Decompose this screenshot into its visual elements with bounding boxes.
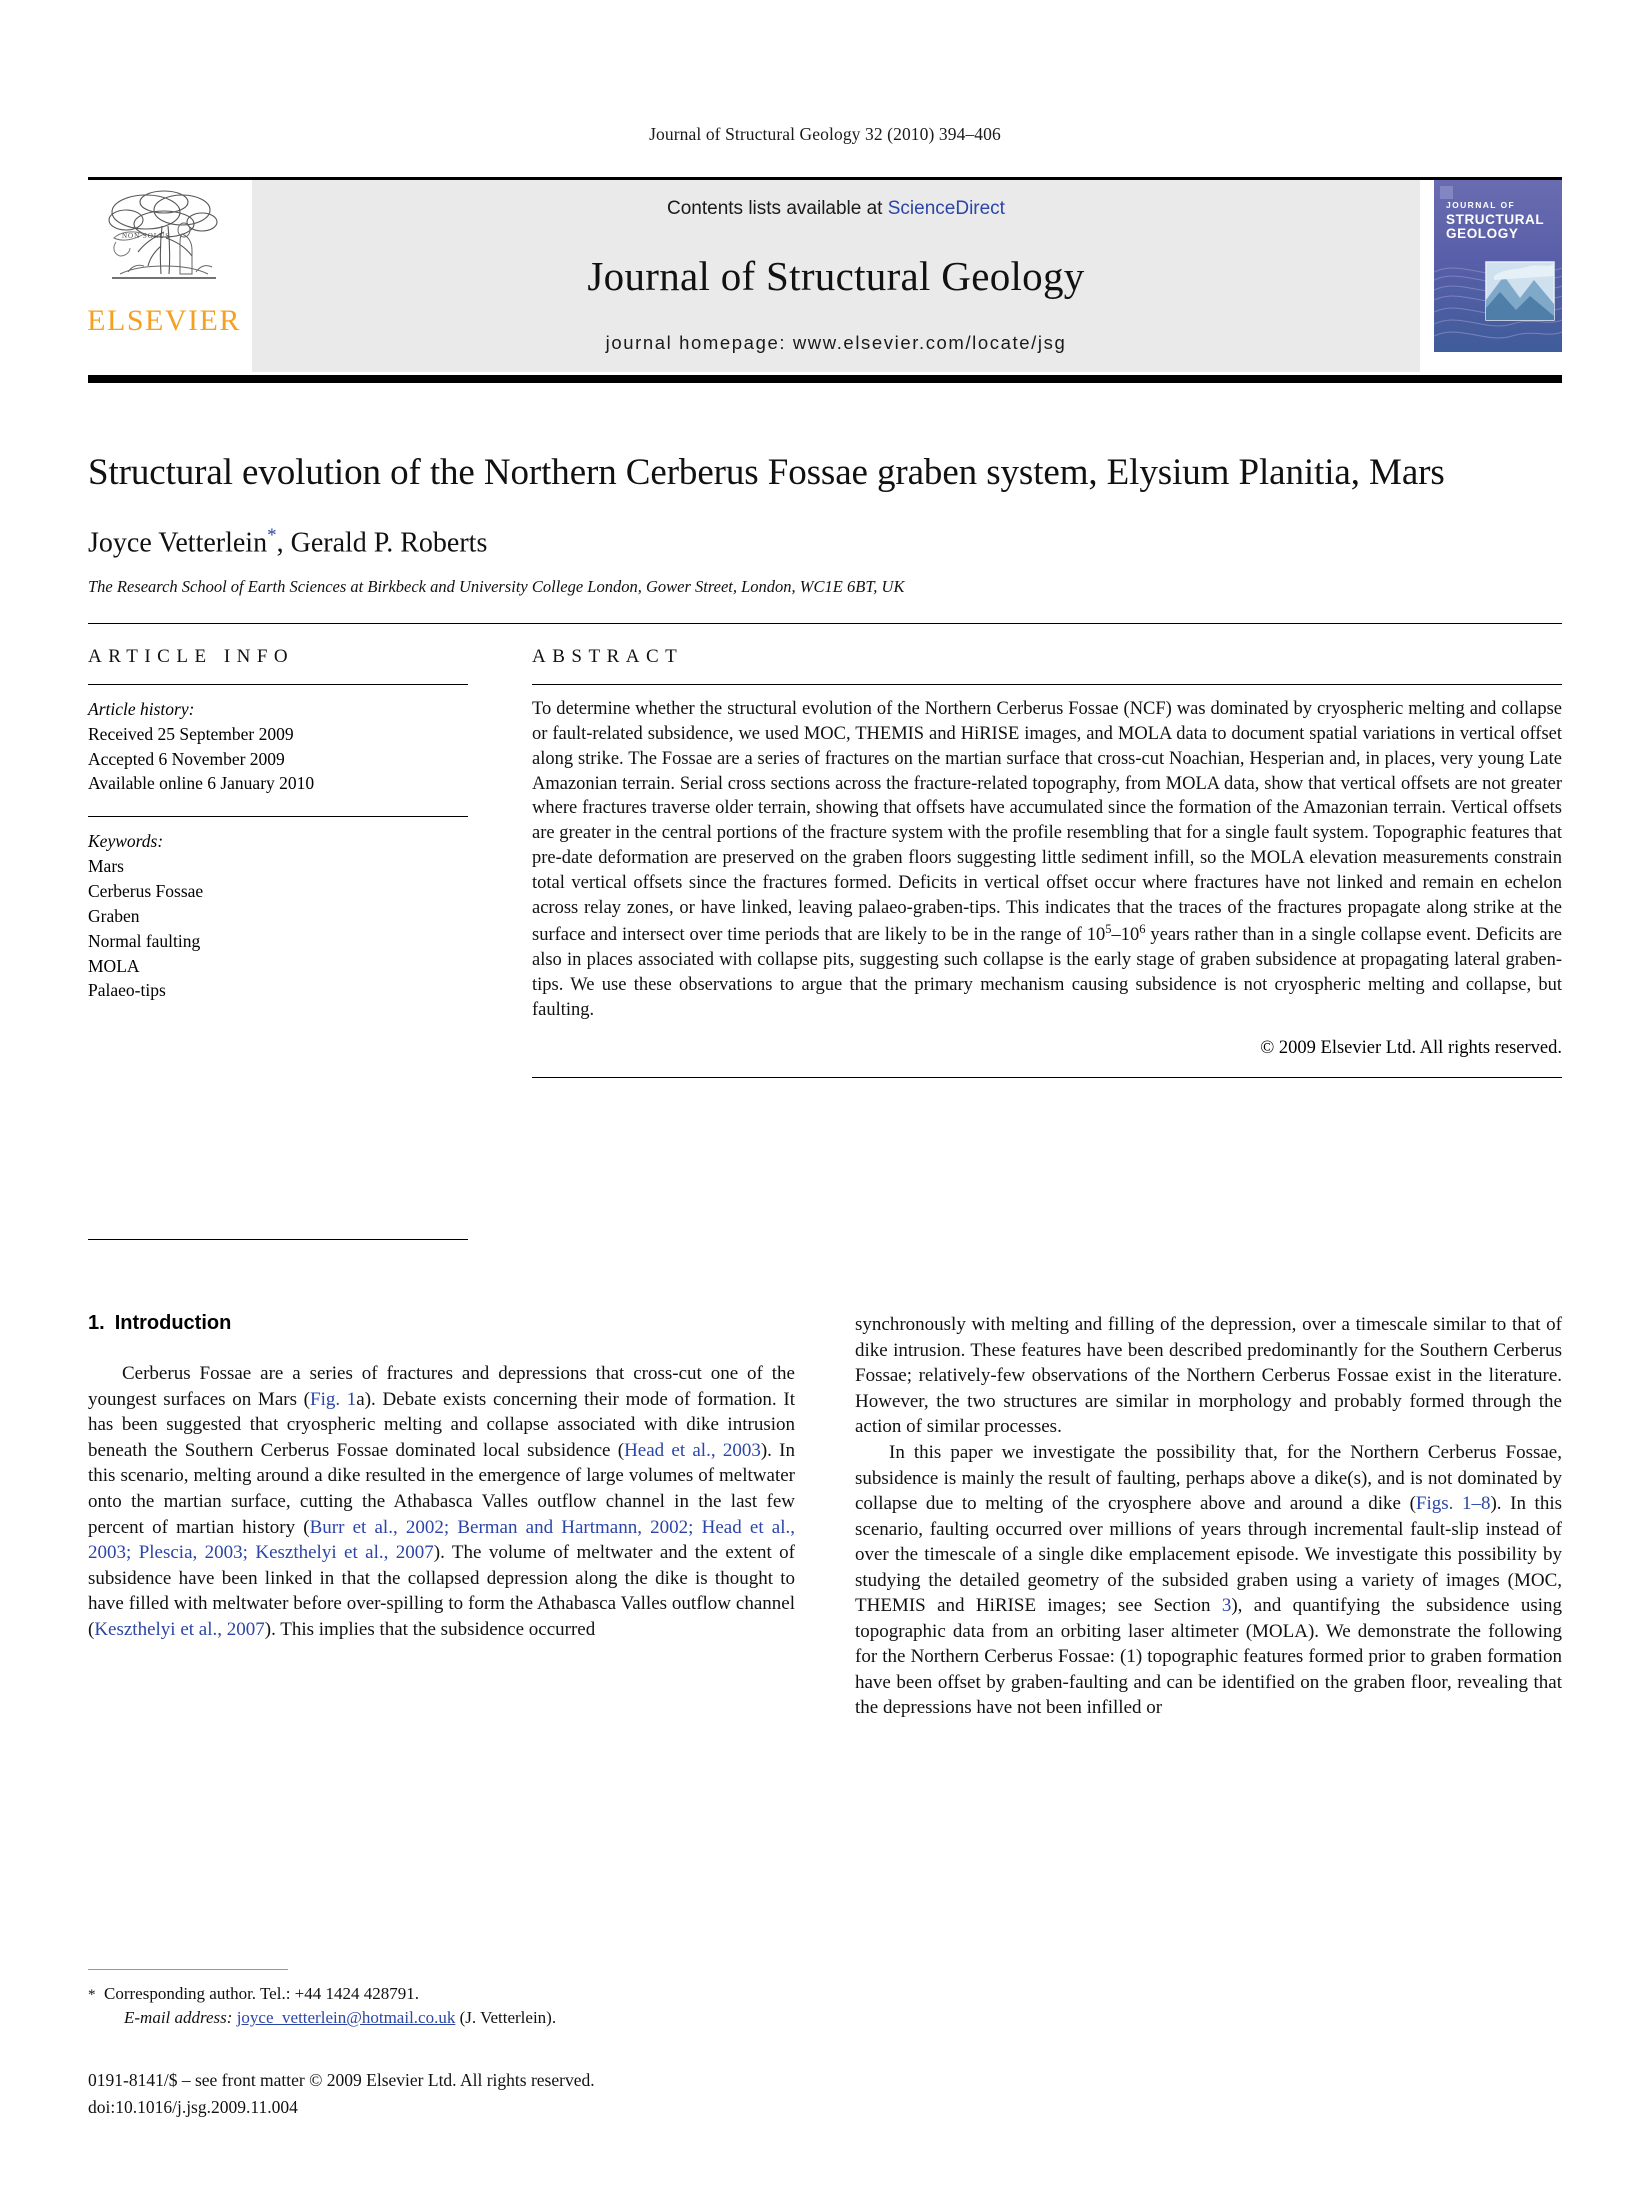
intro2-text-b: ). In this scenario, faulting occurred over millions of years through incremental fault-slip instead of over the timescale of a single dike emplacement episode. We investigate this possibility by studying the detailed geometry of the subsided graben using a variety of images (MOC, THEMIS and HiRISE images; see Section [855, 1493, 1563, 1617]
abstract-part-1: To determine whether the structural evolution of the Northern Cerberus Fossae (NCF) was dominated by cryospheric melting and collapse or fault-related subsidence, we used MOC, THEMIS and HiRISE images, and MOLA data to document spatial variations in vertical offset along strike. The Fossae are a series of fractures on the martian surface that cross-cut Noachian, Hesperian and, in places, very young Late Amazonian terrain. Serial cross sections across the fracture-related topography, from MOLA data, show that vertical offsets are not greater where fractures traverse older terrain, showing that offsets have accumulated since the formation of the Amazonian terrain. Vertical offsets are greater in the central portions of the fracture system with the profile resembling that for a single fault system. Topographic features that pre-date deformation are preserved on the graben floors suggesting little sediment infill, so the MOLA elevation measurements constrain total vertical offsets since the fractures formed. Deficits in vertical offset occur where fractures have not linked and remain en echelon across relay zones, or have linked, leaving palaeo-graben-tips. This indicates that the traces of the fractures propagate along strike at the surface and intersect over time periods that are likely to be in the range of 10 [532, 698, 1562, 945]
abstract-body [532, 697, 1562, 1023]
author-list [88, 525, 1562, 559]
section-title: Introduction [114, 1312, 232, 1335]
author-primary: Joyce Vetterlein [88, 526, 268, 558]
email-link[interactable]: joyce_vetterlein@hotmail.co.uk [236, 2008, 456, 2028]
abstract-exponent-2: 6 [1139, 921, 1146, 936]
corresponding-author-marker: * [267, 524, 277, 546]
svg-text:NON SOLUS: NON SOLUS [122, 232, 171, 240]
keyword-item: MOLA [88, 955, 140, 976]
history-online: Available online 6 January 2010 [88, 773, 315, 794]
keyword-item: Palaeo-tips [88, 980, 166, 1001]
figure-reference-1a[interactable]: Fig. 1 [310, 1388, 357, 1410]
journal-info-band [252, 180, 1420, 372]
affiliation: The Research School of Earth Sciences at Birkbeck and University College London, Gower Street, London, WC1E 6BT, UK [88, 576, 905, 596]
email-suffix: (J. Vetterlein). [459, 2008, 557, 2028]
svg-text:JOURNAL OF: JOURNAL OF [1446, 200, 1516, 210]
intro2-text-c: ), and quantifying the subsidence using topographic data from an orbiting laser altimeter (MOLA). We demonstrate the following for the Northern Cerberus Fossae: (1) topographic features formed prior to graben formation have been offset by graben-faulting and can be identified on the graben floor, revealing that the depressions have not been infilled or [855, 1595, 1562, 1719]
history-accepted: Accepted 6 November 2009 [88, 748, 285, 769]
journal-cover-image [1434, 180, 1562, 352]
history-received: Received 25 September 2009 [88, 723, 294, 744]
elsevier-logo-block [88, 180, 240, 372]
footnote-divider [88, 1969, 288, 1970]
intro-text-a: Cerberus Fossae are a series of fractures and depressions that cross-cut one of the youngest surfaces on Mars ( [88, 1363, 795, 1410]
body-left-column [88, 1312, 795, 1721]
figure-reference-1-8[interactable]: Figs. 1–8 [1415, 1493, 1491, 1515]
section-number: 1. [88, 1312, 105, 1335]
running-head: Journal of Structural Geology 32 (2010) 394–406 [649, 124, 1001, 144]
intro2-text-a: In this paper we investigate the possibility that, for the Northern Cerberus Fossae, subsidence is mainly the result of faulting, perhaps above a dike(s), and is not dominated by collapse due to melting of the cryosphere above and around a dike ( [855, 1441, 1562, 1515]
intro-paragraph-2 [855, 1440, 1562, 1721]
svg-text:GEOLOGY: GEOLOGY [1446, 226, 1519, 241]
footnote-zone [88, 1969, 788, 2120]
abstract-exponent-1: 5 [1105, 921, 1112, 936]
contents-available-line [667, 198, 1005, 220]
body-columns [88, 1312, 1562, 1721]
section-reference-3[interactable]: 3 [1221, 1595, 1232, 1617]
citation-keszthelyi-2007[interactable]: Keszthelyi et al., 2007 [94, 1618, 265, 1640]
info-divider-bottom [88, 1239, 468, 1240]
elsevier-wordmark: ELSEVIER [87, 304, 241, 337]
intro-paragraph-1 [88, 1361, 795, 1642]
abstract-heading: ABSTRACT [532, 645, 684, 667]
email-label: E-mail address: [124, 2008, 233, 2028]
abstract-part-2: –10 [1111, 924, 1140, 945]
info-abstract-section [88, 623, 1562, 1240]
info-divider-top [88, 684, 468, 685]
keyword-item: Cerberus Fossae [88, 881, 204, 901]
journal-homepage[interactable]: journal homepage: www.elsevier.com/locate/jsg [605, 332, 1067, 353]
svg-text:STRUCTURAL: STRUCTURAL [1446, 212, 1545, 227]
article-history-label: Article history: [88, 698, 195, 719]
abstract-part-3: years rather than in a single collapse event. Deficits are also in places associated with collapse pits, suggesting such collapse is the early stage of graben subsidence at propagating lateral graben-tips. We use these observations to argue that the primary mechanism causing subsidence is not cryospheric melting and collapse, but faulting. [532, 924, 1562, 1020]
corresponding-author-note [88, 1982, 788, 2006]
front-matter-line: 0191-8141/$ – see front matter © 2009 Elsevier Ltd. All rights reserved. [88, 2070, 595, 2091]
footnote-star: * [88, 1986, 96, 2003]
journal-masthead [88, 177, 1562, 372]
author-secondary: , Gerald P. Roberts [276, 526, 488, 558]
keyword-item: Normal faulting [88, 930, 201, 951]
body-right-column [855, 1312, 1562, 1721]
abstract-divider-bottom [532, 1077, 1562, 1078]
abstract-divider-top [532, 684, 1562, 685]
intro-text-c: ). In this scenario, melting around a dike resulted in the emergence of large volumes of meltwater onto the martian surface, cutting the Athabasca Valles outflow channel in the last few percent of martian history ( [88, 1439, 796, 1538]
corresponding-author-text: Corresponding author. Tel.: +44 1424 428791. [104, 1983, 420, 2003]
intro-text-e: ). This implies that the subsidence occurred [264, 1618, 596, 1640]
contents-prefix: Contents lists available at [667, 198, 888, 219]
journal-title: Journal of Structural Geology [587, 253, 1085, 299]
keyword-item: Mars [88, 856, 124, 877]
info-divider-mid [88, 816, 468, 817]
intro-paragraph-1-cont: synchronously with melting and filling of the depression, over a timescale similar to that of dike intrusion. These features have been described predominantly for the Southern Cerberus Fossae; relatively-few observations of the Northern Cerberus Fossae exist in the literature. However, the two structures are similar in morphology and probably formed through the action of similar processes. [855, 1314, 1562, 1438]
article-info-heading: ARTICLE INFO [88, 645, 295, 667]
elsevier-tree-icon [104, 186, 224, 298]
page-title: Structural evolution of the Northern Cerberus Fossae graben system, Elysium Planitia, Mars [88, 452, 1445, 493]
sciencedirect-link[interactable]: ScienceDirect [887, 198, 1005, 219]
citation-head-2003[interactable]: Head et al., 2003 [624, 1439, 761, 1461]
keyword-item: Graben [88, 905, 140, 926]
article-info-column [88, 646, 468, 1240]
keywords-label: Keywords: [88, 831, 164, 852]
doi-line: doi:10.1016/j.jsg.2009.11.004 [88, 2097, 298, 2118]
intro-text-d: ). The volume of meltwater and the extent of subsidence have been linked in that the collapsed depression along the dike is thought to have filled with meltwater before over-spilling to form the Athabasca Valles outflow channel ( [88, 1542, 795, 1640]
intro-text-b: a). Debate exists concerning their mode of formation. It has been suggested that cryospheric melting and collapse associated with dike intrusion beneath the Southern Cerberus Fossae dominated local subsidence ( [88, 1388, 795, 1461]
email-note [88, 2006, 788, 2030]
abstract-copyright: © 2009 Elsevier Ltd. All rights reserved. [1260, 1038, 1562, 1059]
journal-cover-block [1434, 180, 1562, 372]
abstract-column [532, 646, 1562, 1240]
citation-group-1[interactable]: Burr et al., 2002; Berman and Hartmann, 2002; Head et al., 2003; Plescia, 2003; Keszthelyi et al., 2007 [88, 1516, 795, 1564]
section-heading-introduction [88, 1312, 795, 1335]
